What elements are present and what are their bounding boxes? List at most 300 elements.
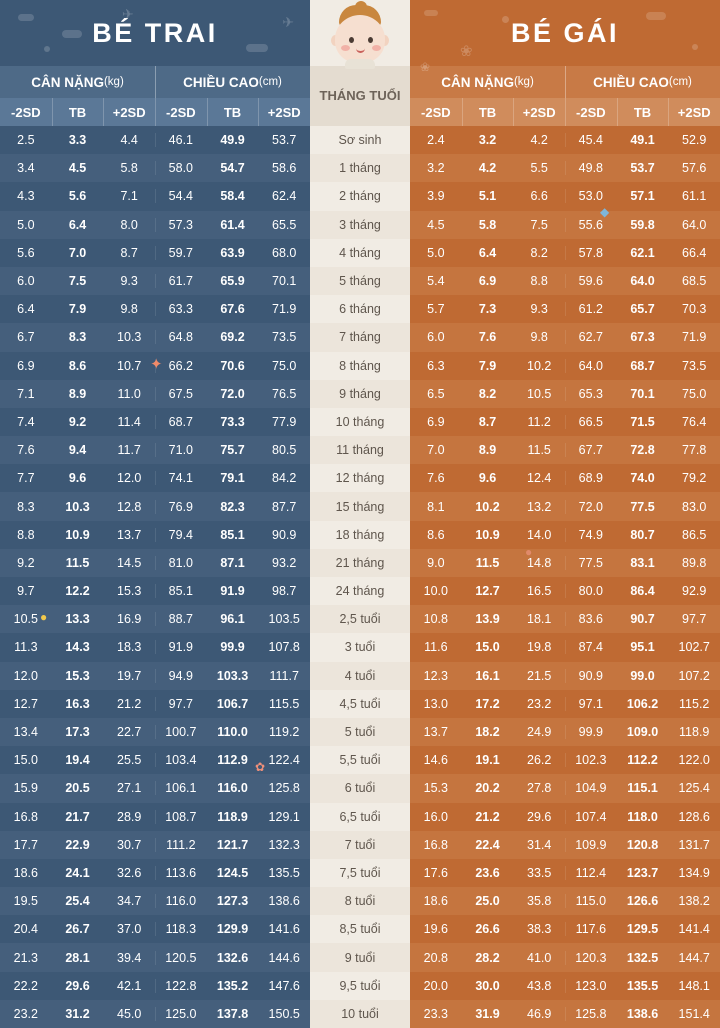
- table-cell: 12.2: [65, 584, 90, 599]
- table-row: [0, 492, 310, 520]
- table-cell: 27.1: [117, 781, 142, 796]
- table-row: [0, 267, 310, 295]
- table-cell: 71.9: [272, 302, 297, 317]
- age-row: [310, 211, 410, 239]
- table-row: [0, 605, 310, 633]
- table-cell: 57.3: [155, 218, 207, 232]
- age-row: [310, 408, 410, 436]
- age-label: 7 tháng: [339, 330, 381, 345]
- table-cell: 5.1: [478, 189, 497, 204]
- table-cell: 23.3: [423, 1006, 448, 1021]
- boy-col-weight-minus2sd: -2SD: [11, 104, 41, 120]
- table-row: [0, 915, 310, 943]
- table-cell: 10.8: [423, 612, 448, 627]
- age-row: [310, 746, 410, 774]
- age-row: [310, 492, 410, 520]
- table-row: [410, 352, 720, 380]
- table-cell: 16.5: [527, 584, 552, 599]
- girl-height-label: CHIỀU CAO: [593, 74, 669, 90]
- boy-weight-label: CÂN NẶNG: [31, 74, 104, 90]
- girl-banner: [410, 0, 720, 66]
- table-cell: 8.2: [478, 386, 497, 401]
- table-cell: 70.3: [682, 302, 707, 317]
- table-row: [0, 662, 310, 690]
- table-cell: 107.8: [268, 640, 300, 655]
- table-cell: 22.4: [475, 837, 500, 852]
- girl-col-weight-minus2sd: -2SD: [421, 104, 451, 120]
- age-panel: [310, 0, 410, 1021]
- age-label: 3 tuổi: [344, 640, 376, 655]
- cloud-icon: [62, 30, 82, 38]
- boy-group-header-row: [0, 66, 310, 98]
- boy-weight-unit: (kg): [103, 76, 124, 88]
- table-cell: 22.7: [117, 725, 142, 740]
- table-cell: 138.6: [268, 894, 300, 909]
- dot-icon: [502, 16, 509, 23]
- table-cell: 141.4: [678, 922, 710, 937]
- boy-sub-header-row: [0, 98, 310, 126]
- table-cell: 22.2: [13, 978, 38, 993]
- table-cell: 4.5: [427, 217, 445, 232]
- table-cell: 11.7: [117, 443, 141, 458]
- boy-data-rows: [0, 126, 310, 1028]
- table-cell: 30.0: [475, 978, 500, 993]
- table-cell: 87.4: [565, 640, 617, 654]
- table-cell: 62.7: [565, 330, 617, 344]
- table-cell: 11.0: [117, 386, 141, 401]
- table-cell: 11.2: [527, 414, 551, 429]
- table-cell: 125.8: [268, 781, 300, 796]
- table-cell: 118.9: [217, 809, 248, 824]
- age-label: 21 tháng: [335, 555, 385, 570]
- table-cell: 15.3: [65, 668, 90, 683]
- table-cell: 135.2: [216, 978, 249, 993]
- age-column-header: THÁNG TUỔI: [310, 66, 410, 126]
- age-label: 8 tuổi: [344, 894, 376, 909]
- table-cell: 14.3: [65, 640, 90, 655]
- age-row: [310, 521, 410, 549]
- table-cell: 13.2: [527, 499, 552, 514]
- table-cell: 9.6: [68, 471, 87, 486]
- table-cell: 65.9: [220, 274, 245, 289]
- table-row: [0, 154, 310, 182]
- table-cell: 75.7: [220, 443, 245, 458]
- table-cell: 12.0: [13, 668, 38, 683]
- table-cell: 90.7: [630, 612, 655, 627]
- table-cell: 7.1: [17, 386, 35, 401]
- table-row: [0, 690, 310, 718]
- table-cell: 116.0: [155, 894, 207, 908]
- table-cell: 3.3: [68, 133, 87, 148]
- girl-col-weight-plus2sd: +2SD: [513, 98, 565, 126]
- table-cell: 12.7: [13, 696, 38, 711]
- table-cell: 127.3: [216, 894, 249, 909]
- table-cell: 97.1: [565, 697, 617, 711]
- table-row: [410, 859, 720, 887]
- table-cell: 13.4: [13, 725, 38, 740]
- table-cell: 35.8: [527, 894, 552, 909]
- table-cell: 123.7: [626, 865, 659, 880]
- table-cell: 7.4: [17, 414, 35, 429]
- age-row: [310, 662, 410, 690]
- table-cell: 134.9: [678, 865, 710, 880]
- table-cell: 7.6: [427, 471, 445, 486]
- age-label: 15 tháng: [335, 499, 385, 514]
- age-label: 9 tháng: [339, 386, 381, 401]
- table-cell: 27.8: [527, 781, 552, 796]
- table-cell: 42.1: [117, 978, 142, 993]
- table-cell: 6.4: [17, 302, 35, 317]
- age-label: 5 tuổi: [344, 725, 376, 740]
- table-cell: 49.8: [565, 161, 617, 175]
- age-row: [310, 267, 410, 295]
- table-cell: 131.7: [678, 837, 710, 852]
- table-row: [0, 887, 310, 915]
- table-cell: 7.6: [17, 443, 35, 458]
- table-cell: 5.6: [17, 245, 35, 260]
- table-cell: 11.4: [117, 414, 141, 429]
- table-cell: 16.8: [423, 837, 448, 852]
- table-cell: 16.0: [423, 809, 448, 824]
- table-cell: 17.7: [13, 837, 38, 852]
- table-cell: 8.3: [68, 330, 87, 345]
- table-row: [410, 464, 720, 492]
- table-cell: 8.8: [17, 527, 35, 542]
- table-row: [410, 182, 720, 210]
- table-cell: 12.8: [117, 499, 142, 514]
- table-cell: 83.6: [565, 612, 617, 626]
- table-cell: 3.2: [478, 133, 497, 148]
- table-cell: 135.5: [626, 978, 659, 993]
- table-cell: 137.8: [216, 1006, 249, 1021]
- table-cell: 122.0: [678, 753, 710, 768]
- table-row: [0, 521, 310, 549]
- age-label: 4 tuổi: [344, 668, 376, 683]
- table-cell: 28.9: [117, 809, 142, 824]
- table-cell: 77.8: [682, 443, 707, 458]
- table-cell: 109.0: [626, 725, 659, 740]
- table-cell: 72.0: [220, 386, 245, 401]
- table-row: [0, 774, 310, 802]
- table-row: [410, 774, 720, 802]
- age-row: [310, 182, 410, 210]
- table-cell: 30.7: [117, 837, 142, 852]
- age-row: [310, 577, 410, 605]
- table-cell: 10.2: [527, 358, 552, 373]
- age-label: Sơ sinh: [338, 133, 382, 148]
- table-cell: 103.3: [216, 668, 249, 683]
- table-cell: 69.2: [220, 330, 245, 345]
- table-cell: 74.9: [565, 528, 617, 542]
- plane-icon: ✈: [282, 14, 294, 30]
- table-cell: 68.0: [272, 245, 297, 260]
- table-cell: 6.3: [427, 358, 445, 373]
- table-cell: 77.5: [630, 499, 655, 514]
- girl-height-group-header: [565, 66, 720, 98]
- table-cell: 8.3: [17, 499, 35, 514]
- table-cell: 102.3: [565, 753, 617, 767]
- table-cell: 18.6: [423, 894, 448, 909]
- table-row: [0, 295, 310, 323]
- table-cell: 8.9: [68, 386, 87, 401]
- table-cell: 5.7: [427, 302, 445, 317]
- table-cell: 85.1: [220, 527, 245, 542]
- table-cell: 23.6: [475, 865, 500, 880]
- table-cell: 68.9: [565, 471, 617, 485]
- table-cell: 61.7: [155, 274, 207, 288]
- table-cell: 23.2: [527, 696, 552, 711]
- table-cell: 10.3: [117, 330, 142, 345]
- table-row: [410, 323, 720, 351]
- table-cell: 122.8: [155, 979, 207, 993]
- table-cell: 12.7: [475, 584, 500, 599]
- table-cell: 19.1: [475, 753, 500, 768]
- table-cell: 5.8: [120, 161, 138, 176]
- table-cell: 125.0: [155, 1007, 207, 1021]
- table-cell: 6.9: [478, 274, 497, 289]
- table-cell: 107.4: [565, 810, 617, 824]
- table-cell: 94.9: [155, 669, 207, 683]
- table-row: [410, 943, 720, 971]
- table-cell: 64.8: [155, 330, 207, 344]
- table-row: [0, 859, 310, 887]
- table-cell: 100.7: [155, 725, 207, 739]
- girl-col-height-tb: TB: [617, 98, 669, 126]
- table-cell: 58.4: [220, 189, 245, 204]
- table-cell: 3.2: [427, 161, 445, 176]
- table-cell: 73.5: [682, 358, 707, 373]
- table-row: [0, 182, 310, 210]
- table-cell: 7.9: [478, 358, 497, 373]
- age-label: 4 tháng: [339, 245, 381, 260]
- age-row: [310, 436, 410, 464]
- table-cell: 49.9: [220, 133, 245, 148]
- table-cell: 16.8: [13, 809, 38, 824]
- age-label: 5 tháng: [339, 274, 381, 289]
- table-row: [410, 380, 720, 408]
- table-cell: 2.4: [427, 133, 445, 148]
- table-cell: 7.5: [68, 274, 87, 289]
- table-row: [0, 549, 310, 577]
- age-row: [310, 859, 410, 887]
- table-cell: 53.7: [630, 161, 655, 176]
- table-cell: 97.7: [155, 697, 207, 711]
- table-cell: 43.8: [527, 978, 552, 993]
- table-cell: 10.2: [475, 499, 500, 514]
- table-cell: 121.7: [216, 837, 249, 852]
- table-cell: 31.9: [475, 1006, 500, 1021]
- table-cell: 124.5: [216, 865, 249, 880]
- table-row: [0, 972, 310, 1000]
- table-row: [0, 633, 310, 661]
- table-cell: 85.1: [155, 584, 207, 598]
- table-row: [0, 352, 310, 380]
- table-cell: 107.2: [678, 668, 710, 683]
- table-row: [410, 154, 720, 182]
- table-cell: 79.1: [220, 471, 245, 486]
- table-cell: 9.8: [530, 330, 548, 345]
- table-cell: 9.7: [17, 584, 35, 599]
- table-cell: 17.6: [423, 865, 448, 880]
- table-cell: 32.6: [117, 865, 142, 880]
- table-cell: 58.6: [272, 161, 297, 176]
- table-cell: 52.9: [682, 133, 707, 148]
- table-row: [0, 577, 310, 605]
- table-cell: 111.2: [155, 838, 207, 852]
- age-row: [310, 633, 410, 661]
- table-cell: 63.9: [220, 245, 245, 260]
- table-cell: 144.7: [678, 950, 710, 965]
- table-cell: 99.9: [220, 640, 245, 655]
- table-cell: 5.0: [427, 245, 445, 260]
- boy-title: BÉ TRAI: [92, 17, 218, 48]
- table-cell: 20.0: [423, 978, 448, 993]
- age-label: 18 tháng: [335, 527, 385, 542]
- table-cell: 14.8: [527, 555, 552, 570]
- cloud-icon: [646, 12, 666, 20]
- table-cell: 53.0: [565, 189, 617, 203]
- table-cell: 53.7: [272, 133, 297, 148]
- table-row: [410, 662, 720, 690]
- table-cell: 61.2: [565, 302, 617, 316]
- table-cell: 106.1: [155, 781, 207, 795]
- age-label: 8 tháng: [339, 358, 381, 373]
- table-cell: 10.3: [65, 499, 90, 514]
- age-row: [310, 295, 410, 323]
- table-cell: 7.7: [17, 471, 35, 486]
- table-cell: 18.3: [117, 640, 142, 655]
- table-cell: 14.6: [423, 753, 448, 768]
- age-row: [310, 774, 410, 802]
- age-row: [310, 605, 410, 633]
- dot-icon: [44, 46, 50, 52]
- table-cell: 93.2: [272, 555, 297, 570]
- table-cell: 64.0: [565, 359, 617, 373]
- age-label: 3 tháng: [339, 217, 381, 232]
- table-cell: 90.9: [565, 669, 617, 683]
- boy-weight-group-header: [0, 66, 155, 98]
- starfish-icon: ✦: [150, 356, 163, 373]
- table-cell: 4.3: [17, 189, 35, 204]
- table-row: [0, 211, 310, 239]
- age-label: 6,5 tuổi: [339, 809, 381, 824]
- table-cell: 17.3: [65, 725, 90, 740]
- age-row: [310, 380, 410, 408]
- baby-illustration: [310, 0, 410, 66]
- age-label: 8,5 tuổi: [339, 922, 381, 937]
- age-label: 6 tháng: [339, 302, 381, 317]
- table-cell: 13.3: [65, 612, 90, 627]
- age-row: [310, 352, 410, 380]
- table-cell: 14.5: [117, 555, 142, 570]
- table-cell: 120.3: [565, 951, 617, 965]
- boy-height-group-header: [155, 66, 310, 98]
- table-cell: 76.5: [272, 386, 297, 401]
- table-cell: 13.7: [117, 527, 142, 542]
- table-cell: 103.5: [268, 612, 300, 627]
- table-row: [0, 1000, 310, 1028]
- plane-icon: ✈: [122, 6, 134, 22]
- table-cell: 11.3: [14, 640, 38, 655]
- table-row: [410, 746, 720, 774]
- table-cell: 111.7: [269, 668, 299, 683]
- table-cell: 54.4: [155, 189, 207, 203]
- table-cell: 6.0: [427, 330, 445, 345]
- table-cell: 45.0: [117, 1006, 142, 1021]
- table-cell: 72.0: [565, 500, 617, 514]
- boy-height-unit: (cm): [258, 76, 282, 88]
- table-cell: 20.5: [65, 781, 90, 796]
- table-cell: 10.9: [475, 527, 500, 542]
- girl-col-height-plus2sd: +2SD: [668, 98, 720, 126]
- girl-weight-group-header: [410, 66, 565, 98]
- table-cell: 9.3: [530, 302, 548, 317]
- table-cell: 25.4: [65, 894, 90, 909]
- table-cell: 20.4: [13, 922, 38, 937]
- age-row: [310, 718, 410, 746]
- table-cell: 19.5: [13, 894, 38, 909]
- table-cell: 9.4: [68, 443, 87, 458]
- table-cell: 15.3: [117, 584, 142, 599]
- table-cell: 86.5: [682, 527, 707, 542]
- table-row: [410, 126, 720, 154]
- table-cell: 59.6: [565, 274, 617, 288]
- table-cell: 83.1: [630, 555, 655, 570]
- table-cell: 128.6: [678, 809, 710, 824]
- table-cell: 21.2: [117, 696, 142, 711]
- table-cell: 64.0: [682, 217, 707, 232]
- table-cell: 7.3: [478, 302, 497, 317]
- age-data-rows: [310, 126, 410, 1028]
- table-cell: 97.7: [682, 612, 707, 627]
- age-label: 1 tháng: [339, 161, 381, 176]
- table-cell: 8.6: [427, 527, 445, 542]
- table-cell: 87.1: [220, 555, 245, 570]
- table-cell: 3.4: [17, 161, 35, 176]
- table-row: [0, 408, 310, 436]
- table-cell: 4.2: [530, 133, 548, 148]
- table-cell: 28.1: [65, 950, 90, 965]
- table-row: [0, 718, 310, 746]
- table-cell: 62.4: [272, 189, 297, 204]
- table-cell: 125.4: [678, 781, 710, 796]
- table-cell: 129.5: [626, 922, 659, 937]
- table-row: [410, 267, 720, 295]
- table-cell: 10.5: [13, 612, 38, 627]
- table-cell: 99.9: [565, 725, 617, 739]
- table-cell: 80.7: [630, 527, 655, 542]
- table-cell: 104.9: [565, 781, 617, 795]
- table-cell: 21.5: [527, 668, 552, 683]
- table-cell: 79.4: [155, 528, 207, 542]
- table-row: [410, 972, 720, 1000]
- table-cell: 73.5: [272, 330, 297, 345]
- table-cell: 49.1: [630, 133, 655, 148]
- table-row: [410, 549, 720, 577]
- table-cell: 6.4: [478, 245, 497, 260]
- table-cell: 96.1: [220, 612, 245, 627]
- table-cell: 113.6: [155, 866, 207, 880]
- table-cell: 102.7: [678, 640, 710, 655]
- table-cell: 72.8: [630, 443, 655, 458]
- girl-weight-unit: (kg): [513, 76, 534, 88]
- boy-col-height-plus2sd: +2SD: [258, 98, 310, 126]
- age-row: [310, 831, 410, 859]
- table-cell: 19.8: [527, 640, 552, 655]
- table-cell: 7.0: [427, 443, 445, 458]
- table-cell: 18.6: [13, 865, 38, 880]
- table-cell: 16.1: [475, 668, 500, 683]
